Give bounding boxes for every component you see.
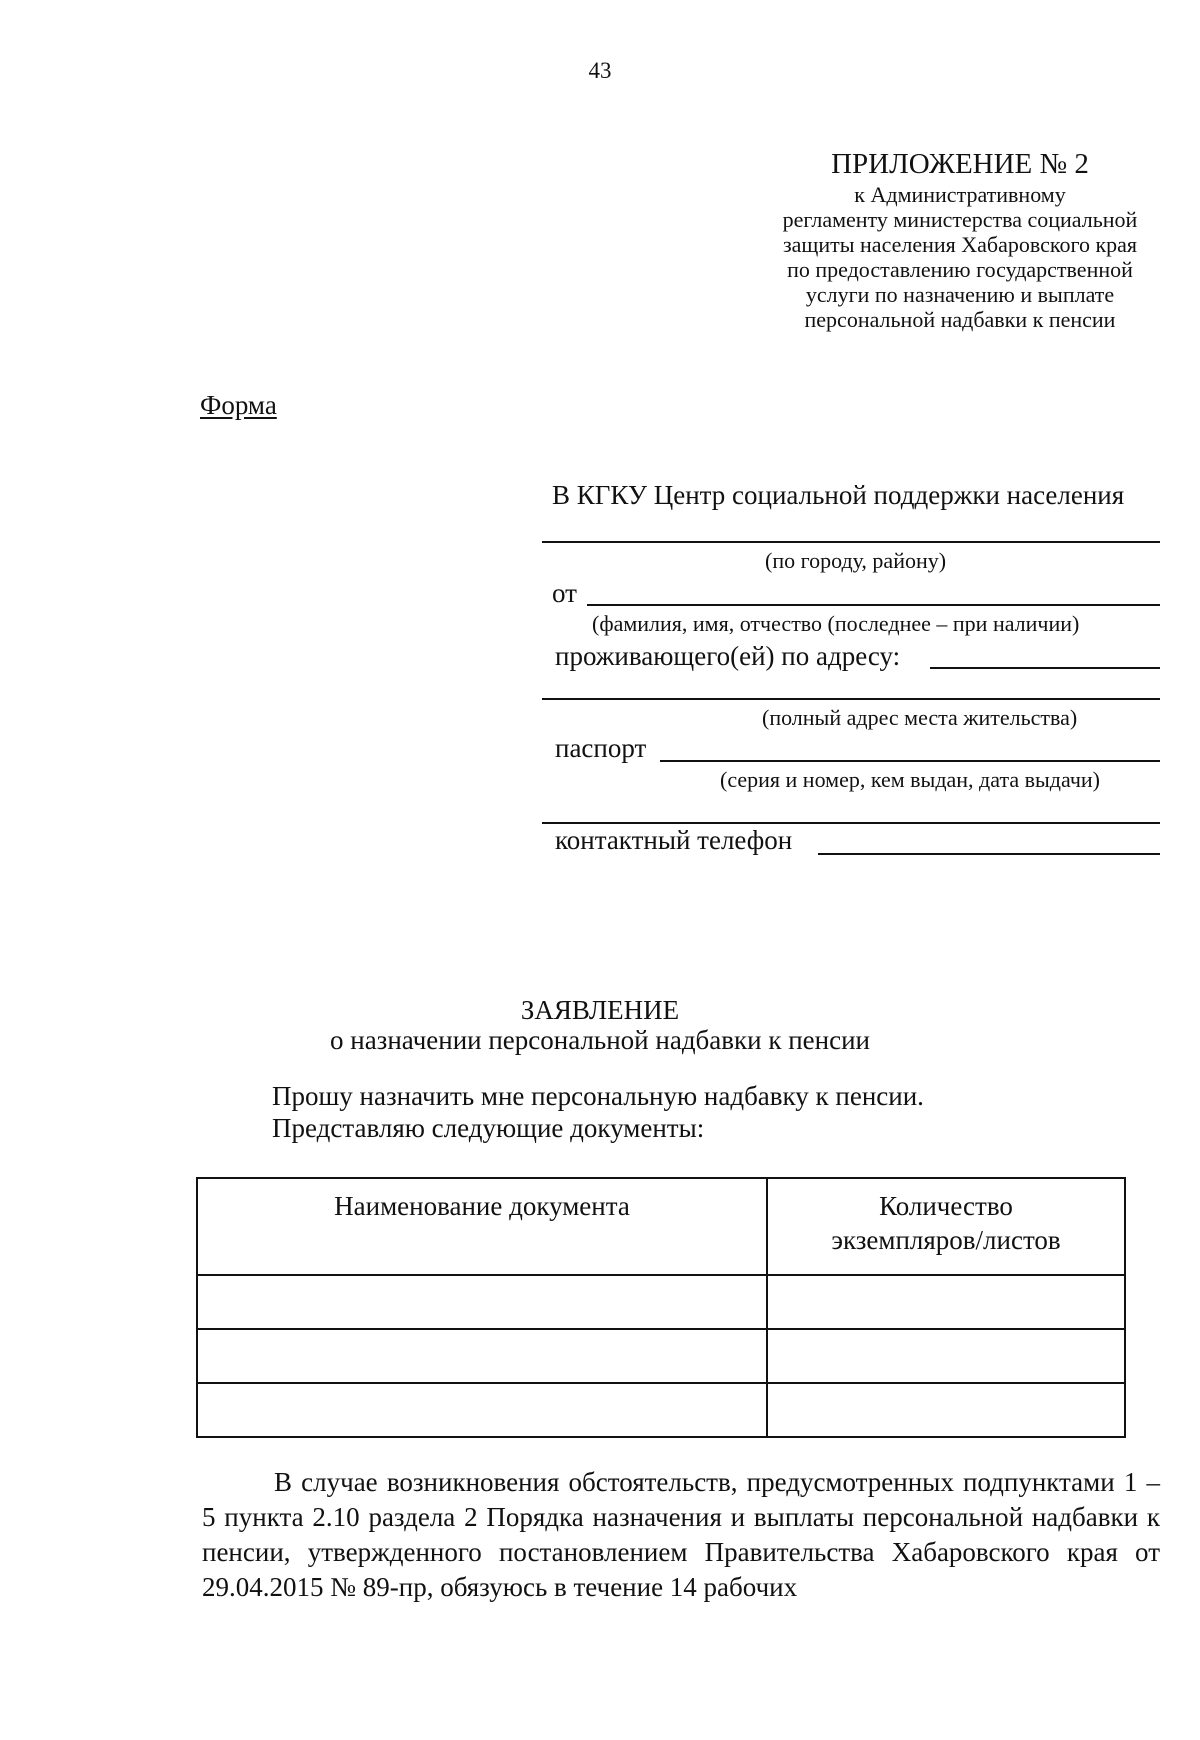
appendix-line: защиты населения Хабаровского края bbox=[782, 232, 1138, 257]
table-row bbox=[197, 1329, 1125, 1383]
column-header-quantity-line: экземпляров/листов bbox=[831, 1225, 1061, 1255]
address-line-2[interactable] bbox=[542, 698, 1160, 700]
appendix-line: по предоставлению государственной bbox=[787, 257, 1133, 282]
column-header-document-name: Наименование документа bbox=[197, 1178, 767, 1275]
appendix-header bbox=[700, 148, 1200, 332]
table-cell-quantity[interactable] bbox=[767, 1275, 1125, 1329]
request-line: Прошу назначить мне персональную надбавку к пенсии. bbox=[272, 1081, 924, 1111]
appendix-line: услуги по назначению и выплате bbox=[805, 282, 1115, 307]
passport-caption: (серия и номер, кем выдан, дата выдачи) bbox=[720, 767, 1101, 792]
column-header-quantity-line: Количество bbox=[879, 1191, 1013, 1221]
phone-line[interactable] bbox=[818, 853, 1160, 855]
form-label: Форма bbox=[200, 390, 277, 420]
addressee: В КГКУ Центр социальной поддержки населения bbox=[552, 480, 1125, 510]
appendix-line: к Административному bbox=[854, 182, 1066, 207]
table-cell-document[interactable] bbox=[197, 1383, 767, 1437]
table-cell-quantity[interactable] bbox=[767, 1329, 1125, 1383]
documents-table bbox=[196, 1177, 1126, 1438]
appendix-line: регламенту министерства социальной bbox=[782, 207, 1138, 232]
obligation-paragraph: В случае возникновения обстоятельств, предусмотренных подпунктами 1 – 5 пункта 2.10 раздела 2 Порядка назначения и выплаты персональной надбавки к пенсии, утвержденного постановлением Правительства Хабаровского края от 29.04.2015 № 89-пр, обязуюсь в течение 14 рабочих bbox=[202, 1467, 1160, 1602]
table-cell-quantity[interactable] bbox=[767, 1383, 1125, 1437]
document-title: ЗАЯВЛЕНИЕ bbox=[520, 995, 680, 1025]
table-row bbox=[197, 1383, 1125, 1437]
name-line[interactable] bbox=[587, 604, 1160, 606]
column-header-quantity bbox=[767, 1178, 1125, 1275]
table-cell-document[interactable] bbox=[197, 1275, 767, 1329]
request-text bbox=[272, 1080, 924, 1144]
table-cell-document[interactable] bbox=[197, 1329, 767, 1383]
address-caption: (полный адрес места жительства) bbox=[762, 705, 1078, 730]
request-line: Представляю следующие документы: bbox=[272, 1113, 705, 1143]
city-line[interactable] bbox=[542, 541, 1160, 543]
city-caption: (по городу, району) bbox=[765, 548, 947, 573]
from-label: от bbox=[552, 578, 577, 608]
document-subtitle: о назначении персональной надбавки к пенсии bbox=[330, 1025, 870, 1055]
name-caption: (фамилия, имя, отчество (последнее – при наличии) bbox=[592, 611, 1080, 636]
page-number: 43 bbox=[588, 58, 612, 83]
address-line[interactable] bbox=[930, 667, 1160, 669]
passport-line-2[interactable] bbox=[542, 822, 1160, 824]
passport-label: паспорт bbox=[555, 733, 647, 763]
table-header-row bbox=[197, 1178, 1125, 1275]
appendix-line: персональной надбавки к пенсии bbox=[804, 307, 1116, 332]
appendix-title: ПРИЛОЖЕНИЕ № 2 bbox=[831, 148, 1089, 180]
address-label: проживающего(ей) по адресу: bbox=[555, 641, 901, 671]
table-row bbox=[197, 1275, 1125, 1329]
phone-label: контактный телефон bbox=[555, 825, 793, 855]
passport-line[interactable] bbox=[660, 760, 1160, 762]
